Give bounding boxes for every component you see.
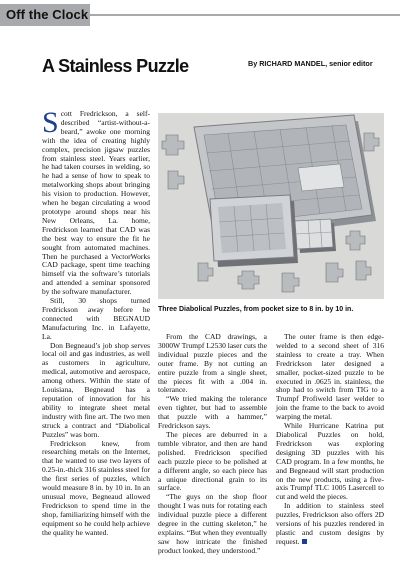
pocket-puzzle [295,219,336,253]
photo-caption: Three Diabolical Puzzles, from pocket size to 8 in. by 10 in. [158,306,354,313]
author-name: RICHARD MANDEL, senior editor [259,59,373,68]
article-paragraph: From the CAD drawings, a 3000W Trumpf L2530 laser cuts the individual puzzle pieces and the outer frame. By not cutting an entire puzzle from a single sheet, the pieces fit with a .004 in. tolerance. [158,332,267,395]
byline-prefix: By [248,59,258,68]
puzzle-photo [158,113,384,299]
article-paragraph: Don Begneaud’s job shop serves local oil and gas industries, as well as customers in agriculture, medical, automotive and aerospace, among others. Within the state of Louisiana, Begneaud has a reputation of innovation for his ability to integrate sheet metal industry with fine art. The two men struck a contract and “Diabolical Puzzles” was born. [42,340,150,439]
byline [248,59,373,68]
paragraph-text: cott Fredrickson, a self-described “artist-without-a-beard,” awoke one morning with the idea of creating highly complex, precision jigsaw puzzles from stainless steel. Years earlier, he had taken courses in welding, so he had a sense of how to speak to metalworking shops about bringing his vision to production. However, when he began circulating a wood prototype around shops near his New Orleans, La. home, Fredrickson learned that CAD was the best way to ensure the fit he sought from automated machines. Then he purchased a VectorWorks CAD package, spent time teaching himself via the software’s tutorials and attended a seminar sponsored by the software manufacturer. [42,109,150,297]
medium-puzzle [210,195,298,267]
article-paragraph: While Hurricane Katrina put Diabolical Puzzles on hold, Fredrickson was exploring designing 3D puzzles with his CAD program. In a few months, he and Begneaud will start production on the new products, using a five-axis Trumpf TLC 1005 Lasercell to cut and weld the pieces. [276,421,384,502]
article-column-2 [158,333,267,556]
article-title: A Stainless Puzzle [42,56,189,76]
article-paragraph [42,106,150,297]
article-paragraph: Still, 30 shops turned Fredrickson away before he connected with BEGNAUD Manufacturing Inc. in Lafayette, La. [42,296,150,341]
article-paragraph: “The guys on the shop floor thought I was nuts for rotating each individual puzzle piece a different degree in the cutting skeleton,” he explains. “But when they eventually saw how intricate the finished product looked, they understood.” [158,492,267,555]
article-paragraph [276,502,384,547]
article-paragraph: Fredrickson knew, from researching metals on the Internet, that he wanted to use two layers of 0.25-in.-thick 316 stainless steel for the first series of puzzles, which would measure 8 in. by 10 in. In an unusual move, Begneaud allowed Fredrickson to spend time in the shop, familiarizing himself with the equipment so he could help achieve the quality he wanted. [42,438,150,537]
section-label: Off the Clock [6,7,89,22]
paragraph-text: In addition to stainless steel puzzles, Fredrickson also offers 2D versions of his puzzles rendered in plastic and custom designs by request. [276,501,384,546]
section-tab [0,4,90,26]
article-paragraph: The pieces are deburred in a tumble vibrator, and then are hand polished. Fredrickson specified each puzzle piece to be polished at a different angle, so each piece has a unique directional grain to its surface. [158,429,267,493]
large-puzzle-highlight [298,164,344,191]
drop-cap: S [42,106,59,139]
article-column-3 [276,333,384,547]
article-paragraph: “We tried making the tolerance even tighter, but had to assemble that puzzle with a hammer,” Fredrickson says. [158,394,267,431]
section-rule [88,14,400,16]
article-column-1 [42,106,150,538]
puzzle-illustration [158,113,384,299]
end-of-article-icon [302,539,307,544]
section-header [0,0,400,30]
article-paragraph: The outer frame is then edge-welded to a second sheet of 316 stainless to create a tray. When Fredrickson later designed a smaller, pocket-sized puzzle to be executed in .0625 in. stainless, the shop had to switch from TIG to a Trumpf Profiweld laser welder to join the frame to the back to avoid warping the metal. [276,332,384,422]
